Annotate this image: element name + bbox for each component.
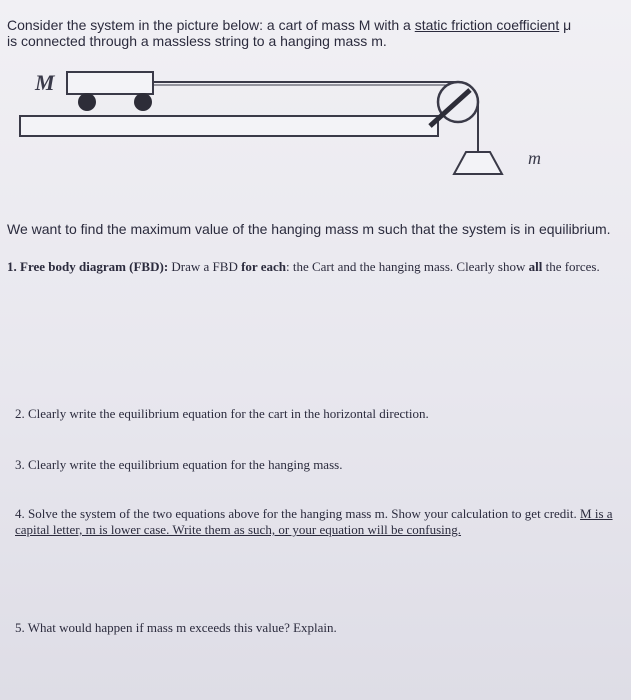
q4-case-note: M is a capital letter, m is lower case. Write them as such, or your equation will be confusing. — [15, 506, 613, 537]
cart-wheel-left — [78, 93, 96, 111]
static-friction-link[interactable]: static friction coefficient — [414, 17, 560, 33]
question-4 — [15, 506, 615, 538]
problem-intro — [7, 17, 622, 49]
table-surface — [20, 116, 438, 136]
mu-symbol: μ — [559, 17, 572, 33]
question-3: 3. Clearly write the equilibrium equation for the hanging mass. — [15, 457, 343, 472]
intro-line-2: is connected through a massless string to a hanging mass m. — [7, 33, 387, 49]
q4-text: 4. Solve the system of the two equations above for the hanging mass m. Show your calculation to get credit. — [15, 506, 581, 521]
problem-goal: We want to find the maximum value of the hanging mass m such that the system is in equilibrium. — [7, 221, 611, 237]
question-2: 2. Clearly write the equilibrium equation for the cart in the horizontal direction. — [15, 406, 429, 421]
cart-pulley-diagram — [0, 60, 631, 185]
q1-for-each: for each — [241, 259, 286, 274]
intro-text: Consider the system in the picture below: a cart of mass M with a — [7, 17, 415, 33]
q1-text-a: Draw a FBD — [168, 259, 242, 274]
hanging-mass-label: m — [528, 148, 541, 168]
q1-all: all — [528, 259, 543, 274]
cart-body — [67, 72, 153, 94]
cart-mass-label: M — [35, 70, 55, 95]
q1-text-c: the forces. — [542, 259, 600, 274]
question-1 — [7, 259, 622, 275]
q1-heading: Free body diagram (FBD): — [20, 259, 169, 274]
q1-text-b: : the Cart and the hanging mass. Clearly show — [285, 259, 529, 274]
hanging-mass — [454, 152, 502, 174]
cart-wheel-right — [134, 93, 152, 111]
q1-number: 1. — [7, 259, 20, 274]
question-5: 5. What would happen if mass m exceeds this value? Explain. — [15, 620, 337, 635]
